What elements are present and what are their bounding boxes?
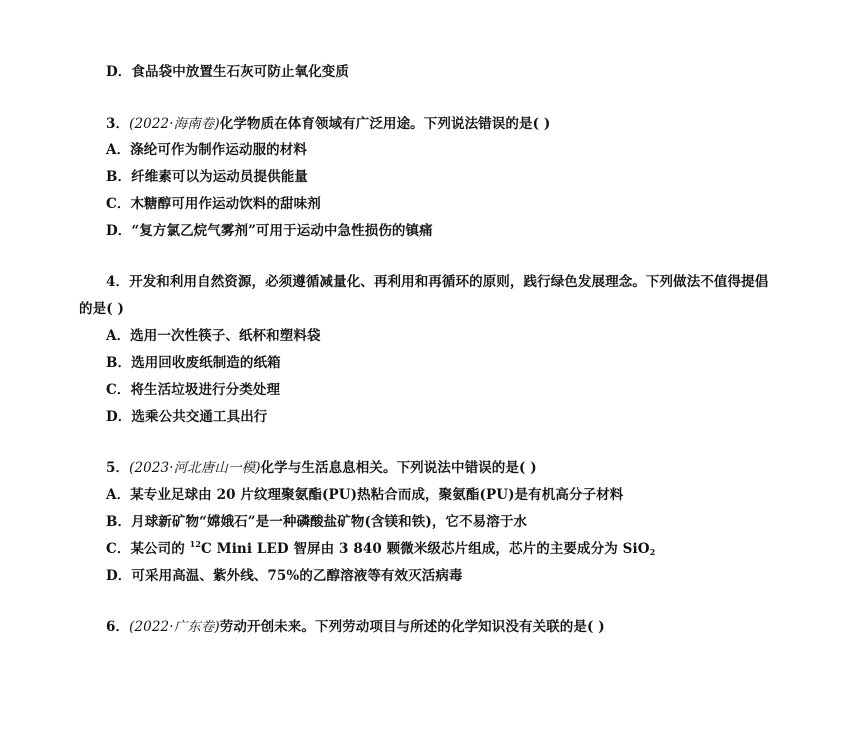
q4-option-b: B．选用回收废纸制造的纸箱	[106, 355, 281, 371]
q3-option-c: C．木糖醇可用作运动饮料的甜味剂	[106, 196, 321, 212]
q5-option-c	[106, 540, 655, 558]
q6-stem	[106, 618, 605, 636]
q2-option-d: D．食品袋中放置生石灰可防止氧化变质	[106, 64, 350, 80]
q5-stem	[106, 459, 537, 477]
q4-option-a: A．选用一次性筷子、纸杯和塑料袋	[106, 328, 321, 344]
q4-option-d: D．选乘公共交通工具出行	[106, 409, 268, 425]
q5-option-b: B．月球新矿物“嫦娥石”是一种磷酸盐矿物(含镁和铁)，它不易溶于水	[106, 514, 528, 530]
q3-number: 3．	[106, 116, 130, 132]
q3-option-d: D．“复方氯乙烷气雾剂”可用于运动中急性损伤的镇痛	[106, 223, 433, 239]
q5-source: (2023·河北唐山一模)	[129, 460, 261, 476]
q5-option-c-subscript: 2	[649, 547, 656, 557]
q5-number: 5．	[106, 460, 130, 476]
q4-stem-line1: 4．开发和利用自然资源，必须遵循减量化、再利用和再循环的原则，践行绿色发展理念。下列做法不值得提倡	[106, 274, 769, 290]
q3-source: (2022·海南卷)	[129, 116, 220, 132]
q3-stem	[106, 115, 550, 133]
q4-option-c: C．将生活垃圾进行分类处理	[106, 382, 281, 398]
q4-stem-line2: 的是( )	[79, 301, 124, 317]
q3-option-a: A．涤纶可作为制作运动服的材料	[106, 142, 307, 158]
q3-stem-text: 化学物质在体育领域有广泛用途。下列说法错误的是( )	[219, 116, 551, 132]
q5-option-c-body: C Mini LED 智屏由 3 840 颗微米级芯片组成，芯片的主要成分为 SiO	[201, 541, 650, 557]
q5-option-c-isotope: 12	[189, 539, 201, 549]
q5-stem-text: 化学与生活息息相关。下列说法中错误的是( )	[260, 460, 537, 476]
q5-option-a: A．某专业足球由 20 片纹理聚氨酯(PU)热粘合而成，聚氨酯(PU)是有机高分子材料	[106, 487, 624, 503]
q5-option-d: D．可采用高温、紫外线、75%的乙醇溶液等有效灭活病毒	[106, 568, 463, 584]
q6-number: 6．	[106, 619, 130, 635]
q3-option-b: B．纤维素可以为运动员提供能量	[106, 169, 308, 185]
q5-option-c-prefix: C．某公司的	[106, 541, 190, 557]
q6-source: (2022·广东卷)	[129, 619, 220, 635]
q6-stem-text: 劳动开创未来。下列劳动项目与所述的化学知识没有关联的是( )	[219, 619, 605, 635]
